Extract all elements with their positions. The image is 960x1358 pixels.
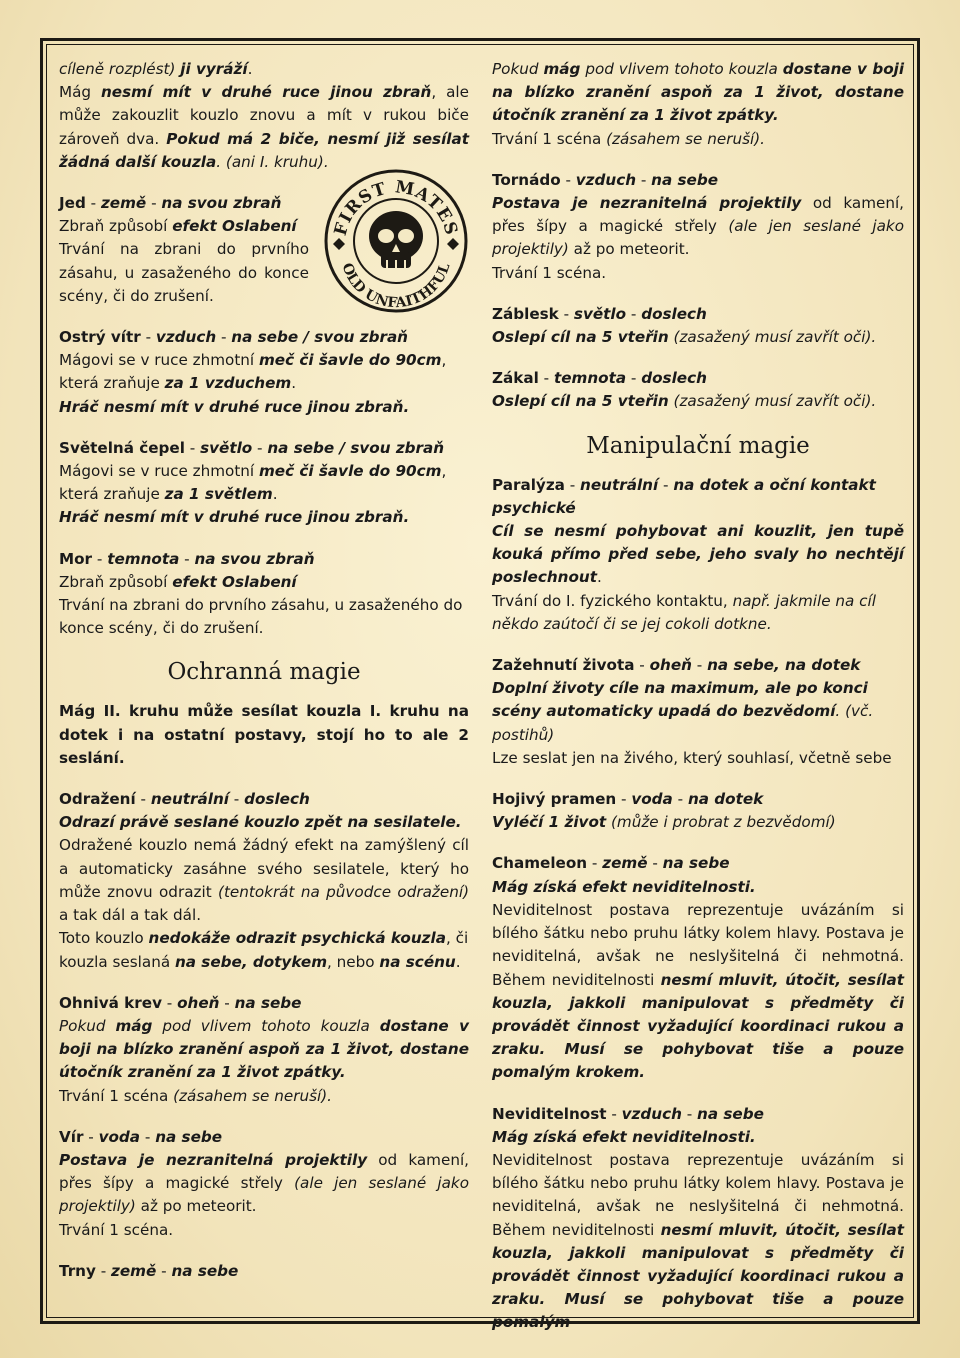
spell-desc: od kamení, přes šípy a magické střely xyxy=(59,1150,469,1193)
spell-target: na sebe xyxy=(662,854,730,873)
separator: - xyxy=(626,369,642,388)
spell-desc: až po meteorit. xyxy=(573,240,690,259)
spell-element: temnota xyxy=(107,549,180,568)
spell-element: oheň xyxy=(649,656,692,675)
spell-desc: Zbraň způsobí xyxy=(59,572,168,591)
spell-target: na dotek a oční kontakt xyxy=(673,475,876,494)
spell-desc: (může i probrat z bezvědomí) xyxy=(610,813,836,832)
spell-name: Zákal xyxy=(492,369,539,388)
separator: - xyxy=(95,1261,112,1280)
separator: - xyxy=(216,328,232,347)
spell-element: oheň xyxy=(177,993,220,1012)
separator: - xyxy=(672,790,688,809)
spell-desc: Odrazí právě seslané kouzlo zpět na sesilatele. xyxy=(59,813,462,832)
spell-trny xyxy=(59,1260,469,1283)
spell-element: temnota xyxy=(553,369,627,388)
spell-mor xyxy=(59,548,469,641)
spell-target: doslech xyxy=(641,369,707,388)
separator: - xyxy=(691,656,708,675)
spell-zakal xyxy=(492,367,904,413)
spell-element: neutrální xyxy=(580,475,659,494)
spell-desc: Neviditelnost postava reprezentuje uvázáním si bílého šátku nebo pruhu látky kolem hlavy. Postava je neviditelná, avšak ne neslyšitelná či nehmotná. Během neviditelnosti xyxy=(492,900,904,989)
spell-duration: Trvání 1 scéna. xyxy=(59,1220,174,1239)
spell-desc: meč či šavle do 90cm xyxy=(258,351,442,370)
spell-desc: na sebe, dotykem xyxy=(174,952,328,971)
spell-neviditelnost xyxy=(492,1103,904,1335)
separator: - xyxy=(92,549,108,568)
spell-desc: Pokud xyxy=(59,1016,106,1035)
spell-desc: meč či šavle do 90cm xyxy=(258,462,442,481)
separator: - xyxy=(634,656,650,675)
spell-name: Trny xyxy=(59,1261,96,1280)
spell-element: země xyxy=(111,1261,157,1280)
separator: - xyxy=(83,1127,99,1146)
spell-desc: , či kouzla seslaná xyxy=(59,929,469,971)
separator: - xyxy=(658,475,674,494)
separator: - xyxy=(156,1261,172,1280)
spell-svetelna-cepel xyxy=(59,437,469,530)
spell-desc: dostane v boji na blízko zranění aspoň za 1 život, dostane útočník zranění za 1 život zpátky. xyxy=(492,60,905,125)
spell-desc: Postava je nezranitelná projektily xyxy=(59,1150,368,1169)
spell-desc: pod vlivem tohoto kouzla xyxy=(162,1016,370,1035)
intro-text: cíleně rozplést) xyxy=(59,60,176,78)
spell-desc: Toto kouzlo xyxy=(59,929,144,948)
intro-text: , ale může zakouzlit kouzlo znovu a mít v rukou biče zároveň dva. xyxy=(59,83,469,148)
right-column xyxy=(492,58,904,1353)
spell-desc: mág xyxy=(115,1016,153,1035)
spell-duration: Trvání 1 scéna xyxy=(492,129,602,148)
spell-name: Ohnivá krev xyxy=(59,993,162,1012)
separator: - xyxy=(606,1104,622,1123)
separator: - xyxy=(146,194,162,213)
spell-target: na sebe xyxy=(155,1127,223,1146)
spell-desc: Oslepí cíl na 5 vteřin xyxy=(492,392,669,411)
spell-duration: (zásahem se neruší). xyxy=(606,129,765,148)
separator: - xyxy=(135,790,151,809)
spell-desc: Zbraň způsobí xyxy=(59,217,168,236)
spell-target: na dotek xyxy=(687,790,764,809)
spell-desc: Mágovi se v ruce zhmotní xyxy=(59,462,255,481)
spell-target: na svou zbraň xyxy=(161,194,282,213)
spell-tornado xyxy=(492,169,904,285)
whip-spell-continuation: cíleně rozplést) ji vyráží. Mág nesmí mít v druhé ruce jinou zbraň, ale může zakouzlit kouzlo znovu a mít v rukou biče zároveň dva. Pokud má 2 biče, nesmí již sesílat žádná další kouzla. (ani I. kruhu). xyxy=(59,60,470,171)
left-column xyxy=(59,58,469,1301)
spell-desc: efekt Oslabení xyxy=(172,217,297,236)
spell-ostry-vitr xyxy=(59,326,469,419)
spell-name: Vír xyxy=(59,1127,84,1146)
spell-desc: . xyxy=(597,568,602,587)
spell-target: na sebe xyxy=(234,993,302,1012)
separator: - xyxy=(564,475,581,494)
spell-desc: . xyxy=(455,952,461,971)
spell-desc: . xyxy=(291,374,297,393)
spell-desc: . xyxy=(272,485,278,504)
spell-element: světlo xyxy=(200,438,253,457)
spell-desc: nesmí mluvit, útočit, sesílat kouzla, jakkoli manipulovat s předměty či provádět činnost vyžadující koordinaci rukou a zraku. Musí se pohybovat tiše a pouze pomalým xyxy=(492,1220,904,1332)
spell-element: voda xyxy=(631,790,673,809)
spell-desc: (ale jen seslané jako projektily) xyxy=(59,1174,469,1216)
spell-duration: Trvání 1 scéna. xyxy=(492,263,607,282)
spell-duration: např. jakmile na cíl někdo zaútočí či se jej cokoli dotkne. xyxy=(492,591,876,633)
spell-desc: dostane v boji na blízko zranění aspoň za 1 život, dostane útočník zranění za 1 život zpátky. xyxy=(59,1016,469,1082)
spell-target: na sebe xyxy=(697,1104,764,1123)
spell-element: země xyxy=(602,854,648,873)
spell-desc: (zasažený musí zavřít oči). xyxy=(673,392,877,411)
separator: - xyxy=(228,790,245,809)
spell-element: vzduch xyxy=(155,328,217,347)
separator: - xyxy=(179,549,195,568)
separator: - xyxy=(587,854,603,873)
separator: - xyxy=(647,854,663,873)
spell-desc: , která zraňuje xyxy=(59,351,447,393)
spell-desc: Mág získá efekt neviditelnosti. xyxy=(492,877,756,896)
separator: - xyxy=(626,304,642,323)
spell-name: Tornádo xyxy=(492,170,561,189)
section-title-ochranna: Ochranná magie xyxy=(167,659,361,686)
spell-name: Jed xyxy=(59,194,86,213)
spell-paralyza xyxy=(492,474,904,636)
spell-target: na svou zbraň xyxy=(194,549,315,568)
intro-text: nesmí mít v druhé ruce jinou zbraň xyxy=(101,83,432,102)
spell-type: psychické xyxy=(492,498,576,517)
spell-desc: Mágovi se v ruce zhmotní xyxy=(59,351,255,370)
separator: - xyxy=(681,1104,698,1123)
seal-text-bottom: OLD UNFAITHFUL xyxy=(338,260,454,312)
spell-desc: od kamení, přes šípy a magické střely xyxy=(492,194,905,236)
spell-name: Chameleon xyxy=(492,854,588,873)
spell-desc: , která zraňuje xyxy=(59,462,447,504)
separator: - xyxy=(538,369,554,388)
spell-duration: Trvání 1 scéna xyxy=(59,1086,169,1105)
intro-text: ji vyráží xyxy=(180,60,248,78)
spell-desc: efekt Oslabení xyxy=(172,572,297,591)
separator: - xyxy=(219,993,235,1012)
intro-text: Mág xyxy=(59,83,92,102)
spell-jed xyxy=(59,192,309,308)
spell-desc: Mág získá efekt neviditelnosti. xyxy=(492,1127,756,1146)
separator: - xyxy=(140,328,156,347)
intro-text: Pokud má 2 biče, nesmí již sesílat žádná další kouzla xyxy=(59,129,470,171)
spell-desc: (tentokrát na původce odražení) xyxy=(218,882,469,901)
separator: - xyxy=(560,170,576,189)
spell-desc: . (vč. postihů) xyxy=(492,702,874,744)
spell-desc: Postava je nezranitelná projektily xyxy=(492,194,802,213)
separator: - xyxy=(140,1127,156,1146)
spell-desc: Lze seslat jen na živého, který souhlasí, včetně sebe xyxy=(492,748,892,767)
spell-name: Záblesk xyxy=(492,304,559,323)
spell-element: vzduch xyxy=(621,1104,682,1123)
spell-desc: a tak dál a tak dál. xyxy=(59,906,202,925)
spell-desc: Pokud xyxy=(492,60,539,78)
spell-target: na sebe / svou zbraň xyxy=(267,438,445,457)
spell-element: neutrální xyxy=(150,790,229,809)
spell-vir xyxy=(59,1126,469,1242)
seal-text-top: FIRST MATES xyxy=(330,177,462,238)
spell-desc: pod vlivem tohoto kouzla xyxy=(585,60,778,78)
spell-desc: na scénu xyxy=(379,952,456,971)
spell-duration: Trvání na zbrani do prvního zásahu, u zasaženého do konce scény, či do zrušení. xyxy=(59,240,309,305)
section-intro: Mág II. kruhu může sesílat kouzla I. kruhu na dotek i na ostatní postavy, stojí ho to ale 2 seslání. xyxy=(59,702,469,767)
separator: - xyxy=(636,170,652,189)
spell-name: Zažehnutí života xyxy=(492,656,635,675)
spell-zazehnuti-zivota xyxy=(492,654,904,770)
spell-element: země xyxy=(100,194,147,213)
spell-duration: Trvání do I. fyzického kontaktu, xyxy=(492,591,728,610)
spell-name: Odražení xyxy=(59,790,136,809)
spell-target: na sebe / svou zbraň xyxy=(231,328,408,347)
spell-desc: nesmí mluvit, útočit, sesílat kouzla, jakkoli manipulovat s předměty či provádět činnost vyžadující koordinaci rukou a zraku. Musí se pohybovat tiše a pouze pomalým krokem. xyxy=(492,970,904,1082)
spell-target: na sebe xyxy=(171,1261,239,1280)
spell-target: doslech xyxy=(641,304,707,323)
spell-restriction: Hráč nesmí mít v druhé ruce jinou zbraň. xyxy=(59,397,410,416)
spell-target: na sebe xyxy=(651,170,719,189)
spell-desc: Oslepí cíl na 5 vteřin xyxy=(492,328,669,347)
spell-zablesk xyxy=(492,303,904,349)
spell-target: doslech xyxy=(244,790,310,809)
spell-target: na sebe, na dotek xyxy=(707,656,861,675)
spell-duration: (zásahem se neruší). xyxy=(173,1086,332,1105)
separator: - xyxy=(161,993,178,1012)
separator: - xyxy=(184,438,201,457)
spell-hojivy-pramen xyxy=(492,788,904,834)
spell-desc: Vyléčí 1 život xyxy=(492,813,607,832)
spell-odrazeni xyxy=(59,788,469,974)
intro-text: . (ani I. kruhu). xyxy=(216,152,329,171)
separator: - xyxy=(252,438,268,457)
spell-desc: za 1 světlem xyxy=(164,485,273,504)
spell-restriction: Hráč nesmí mít v druhé ruce jinou zbraň. xyxy=(59,508,410,527)
spell-element: světlo xyxy=(573,304,627,323)
spell-desc: nedokáže odrazit psychická kouzla xyxy=(148,929,446,948)
spell-element: vzduch xyxy=(575,170,637,189)
spell-name: Mor xyxy=(59,549,93,568)
spell-chameleon xyxy=(492,852,904,1084)
spell-desc: až po meteorit. xyxy=(140,1197,257,1216)
spell-desc: Cíl se nesmí pohybovat ani kouzlit, jen tupě kouká přímo před sebe, jeho svaly ho nechtějí poslechnout xyxy=(492,522,904,587)
separator: - xyxy=(616,790,632,809)
spell-desc: Neviditelnost postava reprezentuje uvázáním si bílého šátku nebo pruhu látky kolem hlavy. Postava je neviditelná, avšak ne neslyšitelná či nehmotná. Během neviditelnosti xyxy=(492,1150,904,1239)
section-intro-ochranna xyxy=(59,700,469,770)
spell-desc: , nebo xyxy=(327,952,375,971)
spell-desc: Doplní životy cíle na maximum, ale po konci scény automaticky upadá do bezvědomí xyxy=(492,679,868,721)
spell-name: Paralýza xyxy=(492,475,565,494)
spell-name: Ostrý vítr xyxy=(59,328,141,347)
spell-name: Hojivý pramen xyxy=(492,790,617,809)
spell-duration: Trvání na zbrani do prvního zásahu, u zasaženého do konce scény, či do zrušení. xyxy=(59,596,463,638)
spell-ohniva-krev-continued xyxy=(492,58,904,151)
spell-desc: (zasažený musí zavřít oči). xyxy=(673,328,877,347)
spell-name: Neviditelnost xyxy=(492,1104,607,1123)
spell-desc: Odražené kouzlo nemá žádný efekt na zamýšlený cíl a automaticky zasáhne svého sesilatele, který ho může znovu odrazit xyxy=(59,836,469,901)
spell-desc: za 1 vzduchem xyxy=(164,374,292,393)
separator: - xyxy=(558,304,574,323)
section-title-manipulacni: Manipulační magie xyxy=(586,432,810,459)
spell-element: voda xyxy=(98,1127,141,1146)
separator: - xyxy=(85,194,101,213)
spell-name: Světelná čepel xyxy=(59,438,185,457)
spell-ohniva-krev xyxy=(59,992,469,1108)
spell-desc: (ale jen seslané jako projektily) xyxy=(492,217,904,259)
spell-desc: mág xyxy=(543,60,581,78)
